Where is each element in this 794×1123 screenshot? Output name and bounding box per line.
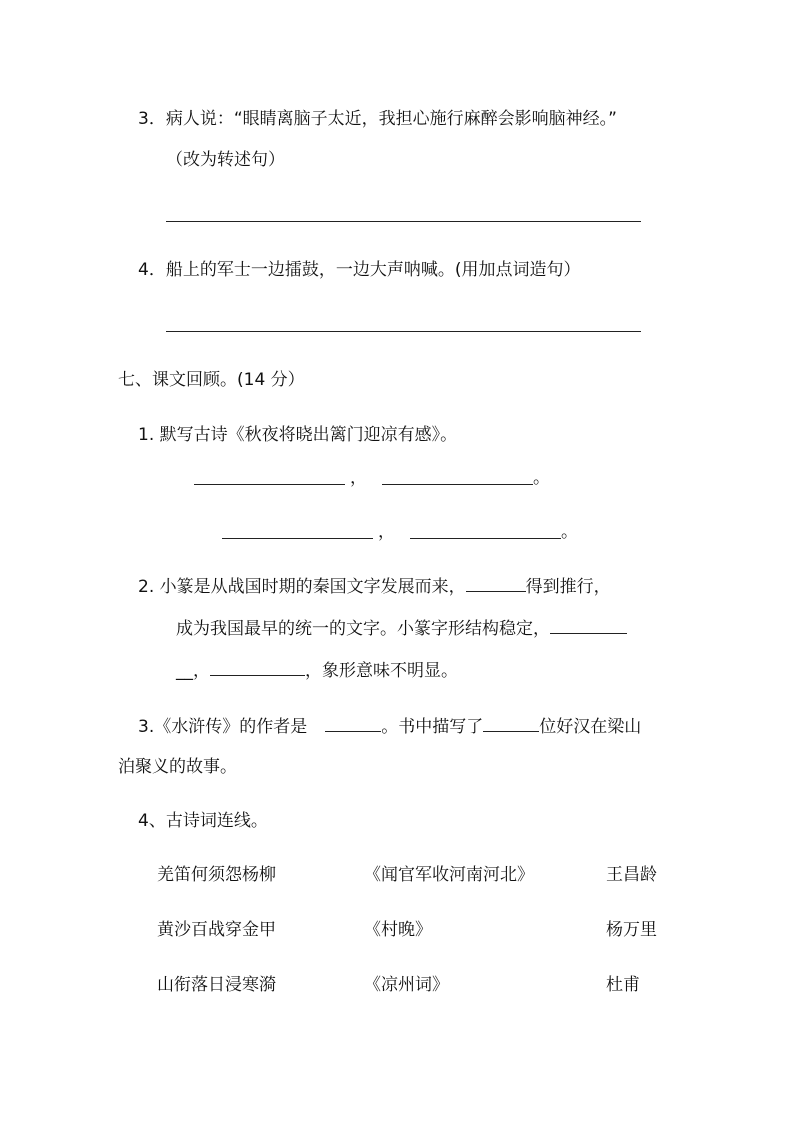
period-mark: 。 — [533, 468, 550, 488]
answer-blank[interactable] — [210, 657, 305, 676]
answer-line[interactable] — [166, 331, 641, 332]
answer-blank[interactable] — [483, 713, 539, 732]
q7-item2-line2 — [176, 615, 627, 641]
comma-mark: ， — [350, 468, 367, 488]
poem-title[interactable]: 《凉州词》 — [364, 975, 449, 995]
answer-blank[interactable] — [222, 538, 373, 539]
q7-item3-line1 — [138, 713, 641, 739]
q7-item2-line1 — [138, 573, 611, 599]
q7-item1-text: 1. 默写古诗《秋夜将晓出篱门迎凉有感》。 — [138, 425, 458, 445]
answer-blank[interactable] — [194, 484, 345, 485]
answer-line[interactable] — [166, 221, 641, 222]
q7-item3-part1: 3.《水浒传》的作者是 — [138, 717, 308, 737]
poem-line[interactable]: 山衔落日浸寒漪 — [157, 975, 276, 995]
poem-author[interactable]: 杨万里 — [606, 920, 657, 940]
q7-item2-part4: __， — [176, 661, 210, 681]
answer-blank[interactable] — [466, 573, 526, 592]
answer-blank[interactable] — [325, 713, 381, 732]
q7-item3-line2: 泊聚义的故事。 — [118, 757, 237, 777]
poem-author[interactable]: 王昌龄 — [606, 865, 657, 885]
poem-title[interactable]: 《村晚》 — [364, 920, 432, 940]
poem-line[interactable]: 羌笛何须怨杨柳 — [157, 865, 276, 885]
q7-item2-part5: ，象形意味不明显。 — [305, 661, 458, 681]
comma-mark: ， — [378, 522, 395, 542]
q7-item3-part2: 。书中描写了 — [381, 717, 484, 737]
period-mark: 。 — [561, 522, 578, 542]
q6-item4-line1: 4．船上的军士一边擂鼓，一边大声呐喊。(用加点词造句） — [138, 260, 581, 280]
poem-title[interactable]: 《闻官军收河南河北》 — [364, 865, 534, 885]
q6-item3-line1: 3．病人说：“眼睛离脑子太近，我担心施行麻醉会影响脑神经。” — [138, 109, 617, 129]
q7-item2-line3 — [176, 657, 458, 683]
section-heading: 七、课文回顾。(14 分） — [118, 370, 305, 390]
answer-blank[interactable] — [550, 615, 627, 634]
q7-item2-part2: 得到推行， — [525, 577, 611, 597]
q6-item3-line2: （改为转述句） — [166, 150, 285, 170]
q7-item4-heading: 4、古诗词连线。 — [138, 811, 268, 831]
q7-item2-part3: 成为我国最早的统一的文字。小篆字形结构稳定， — [176, 619, 550, 639]
answer-blank[interactable] — [410, 538, 561, 539]
answer-blank[interactable] — [382, 484, 533, 485]
q7-item2-part1: 2. 小篆是从战国时期的秦国文字发展而来， — [138, 577, 466, 597]
q7-item3-part3: 位好汉在梁山 — [539, 717, 642, 737]
poem-author[interactable]: 杜甫 — [606, 975, 640, 995]
poem-line[interactable]: 黄沙百战穿金甲 — [157, 920, 276, 940]
